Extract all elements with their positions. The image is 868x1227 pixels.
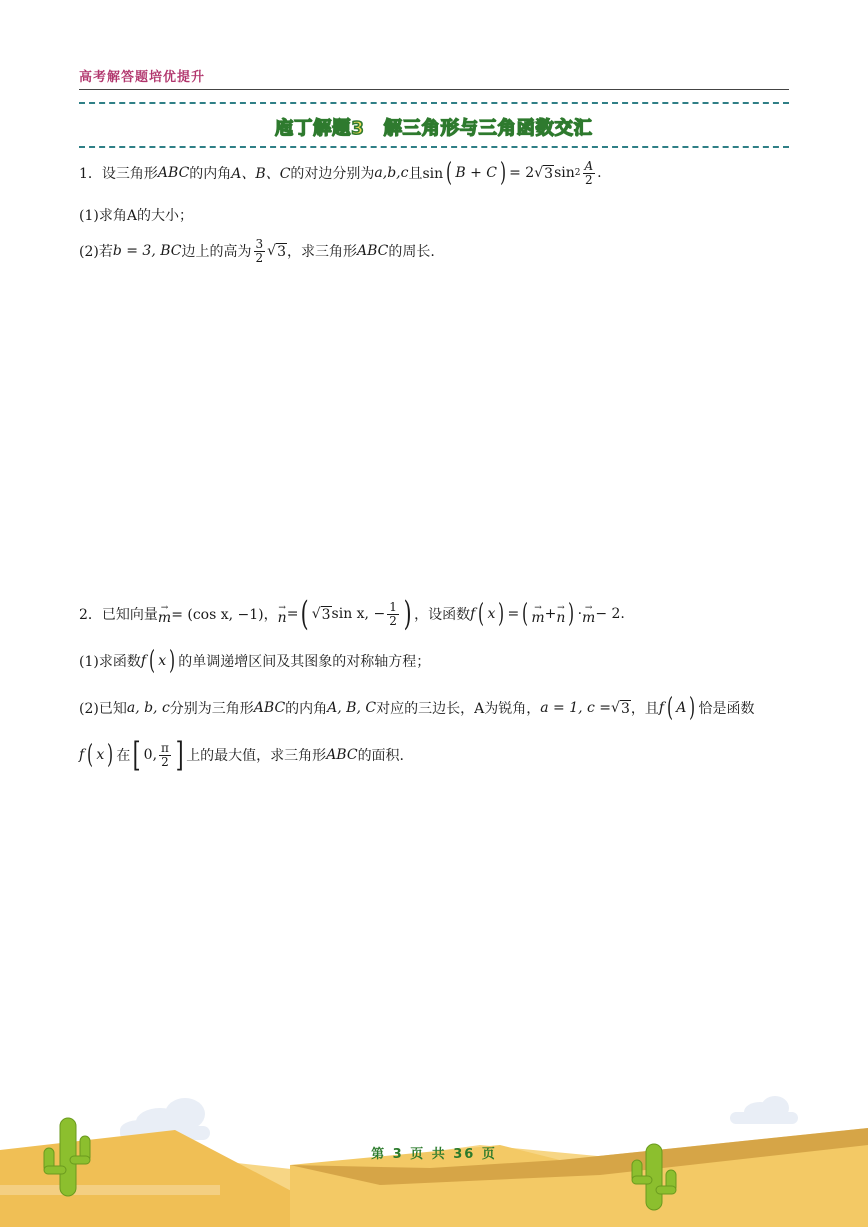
q2-x: x (487, 606, 496, 622)
q2-part2-text: 在 (116, 748, 131, 764)
left-paren: ( (522, 599, 529, 629)
q1-text: 且sin (408, 166, 444, 183)
q2-part2-text: 对应的三边长， (376, 701, 475, 717)
vector-m: → m (531, 602, 545, 626)
q1-fraction: $\frac{A}{2}$ (584, 159, 594, 187)
q1-triangle: ABC (157, 165, 190, 182)
q2-part2-text: 的面积. (357, 748, 405, 764)
q2-f: f (79, 747, 85, 763)
q2-eq: = (507, 606, 520, 622)
q1-part2-text: ，求三角形 (287, 244, 357, 261)
q2-part1-text: 的单调递增区间及其图象的对称轴方程； (178, 654, 431, 670)
q2-part2-text: 分别为三角形 (169, 701, 254, 717)
left-paren: ( (301, 594, 310, 634)
q2-eq: = (286, 606, 299, 622)
q1-exponent: 2 (574, 168, 581, 179)
q2-f: f (140, 653, 147, 669)
q1-sides: a,b,c (374, 165, 409, 182)
q1-prefix: 1．设三角形 (79, 166, 158, 183)
right-bracket: ] (175, 735, 184, 775)
q2-part2-triangle: ABC (326, 747, 358, 763)
right-paren: ) (498, 599, 505, 629)
sqrt-symbol: √ 3 (534, 164, 554, 182)
q1-part2-text: 边上的高为 (181, 244, 252, 261)
q2-text: ，设函数 (414, 607, 471, 623)
q2-part2-triangle: ABC (253, 700, 286, 716)
right-paren: ) (689, 693, 696, 723)
q2-end: . (620, 606, 625, 622)
q2-x: x (158, 653, 167, 669)
q2-part1-text: (1)求函数 (79, 654, 141, 670)
q2-pi-fraction: $\frac{\pi}{2}$ (161, 740, 169, 769)
dashed-divider-bottom (79, 146, 789, 148)
q2-part2-text: 的内角 (285, 701, 328, 717)
q2-part2-cont (79, 735, 405, 775)
q1-part2-math: b = 3, BC (112, 243, 182, 260)
vector-m: → m (157, 602, 172, 626)
q1-part2 (79, 238, 435, 264)
q1-stem (79, 158, 602, 189)
sqrt-symbol: √ 3 (611, 699, 630, 717)
q2-minus: − 2 (595, 606, 621, 622)
q1-end: . (597, 165, 602, 182)
q1-angles: A、B、C (231, 166, 291, 183)
q2-m-value: = (cos x, −1)， (171, 607, 278, 623)
right-paren: ) (403, 594, 412, 634)
left-paren: ( (478, 599, 485, 629)
right-paren: ) (500, 158, 507, 189)
vector-n: → n (556, 602, 566, 626)
section-title: 庖丁解题3 解三角形与三角函数交汇 (275, 118, 593, 139)
cloud-right (730, 1096, 798, 1124)
q2-n-mid: sin x, − (331, 606, 386, 622)
ground-strip (0, 1185, 220, 1195)
q2-part2-text: 恰是函数 (698, 701, 755, 717)
q1-bc: B + C (455, 165, 497, 182)
q1-text: 的内角 (189, 166, 232, 183)
q2-half-fraction: $\frac{1}{2}$ (389, 599, 397, 628)
q2-part2-angles: A, B, C (327, 700, 377, 716)
q1-part1 (79, 205, 193, 225)
left-paren: ( (446, 158, 453, 189)
dashed-divider-top (79, 102, 789, 104)
left-paren: ( (667, 693, 674, 723)
page-number: 第 3 页 共 36 页 (371, 1147, 497, 1162)
right-paren: ) (568, 599, 575, 629)
vector-m: → m (582, 602, 596, 626)
q2-part2-text: A为锐角， (474, 701, 541, 717)
q1-height-fraction: $\frac{3}{2}$ (255, 237, 264, 265)
q2-part2-values: a = 1, c = (540, 700, 612, 716)
q2-part2-sides: a, b, c (126, 700, 170, 716)
q1-sin: sin (554, 165, 575, 182)
vector-n: → n (277, 602, 287, 626)
left-paren: ( (87, 740, 94, 770)
left-paren: ( (149, 646, 156, 676)
q2-A: A (676, 700, 687, 716)
q2-f: f (658, 700, 665, 716)
q2-part2-text: ，且 (630, 701, 659, 717)
q2-part2-text: 上的最大值，求三角形 (186, 748, 327, 764)
q2-x: x (96, 747, 105, 763)
q2-part2-text: (2)已知 (79, 701, 127, 717)
q2-dot: · (577, 606, 583, 622)
q1-part2-text: (2)若 (79, 244, 113, 261)
q2-prefix: 2．已知向量 (79, 607, 158, 623)
right-paren: ) (107, 740, 114, 770)
sqrt-symbol: √ 3 (267, 242, 286, 260)
left-bracket: [ (133, 735, 142, 775)
q2-part1 (79, 648, 430, 674)
q1-text: 的对边分别为 (290, 166, 375, 183)
sqrt-symbol: √ 3 (311, 605, 331, 623)
q2-plus: + (544, 606, 557, 622)
q2-f: f (470, 606, 476, 622)
right-paren: ) (169, 646, 176, 676)
header-divider (79, 89, 789, 90)
q2-part2 (79, 695, 755, 721)
q1-part2-text: 的周长. (388, 244, 435, 261)
q1-eq: = 2 (509, 165, 535, 182)
header-title: 高考解答题培优提升 (79, 70, 206, 85)
q2-interval-zero: 0, (143, 747, 158, 763)
q1-part1-text: (1)求角A的大小； (79, 208, 193, 224)
q2-stem (79, 594, 625, 634)
q1-part2-triangle: ABC (357, 243, 389, 260)
